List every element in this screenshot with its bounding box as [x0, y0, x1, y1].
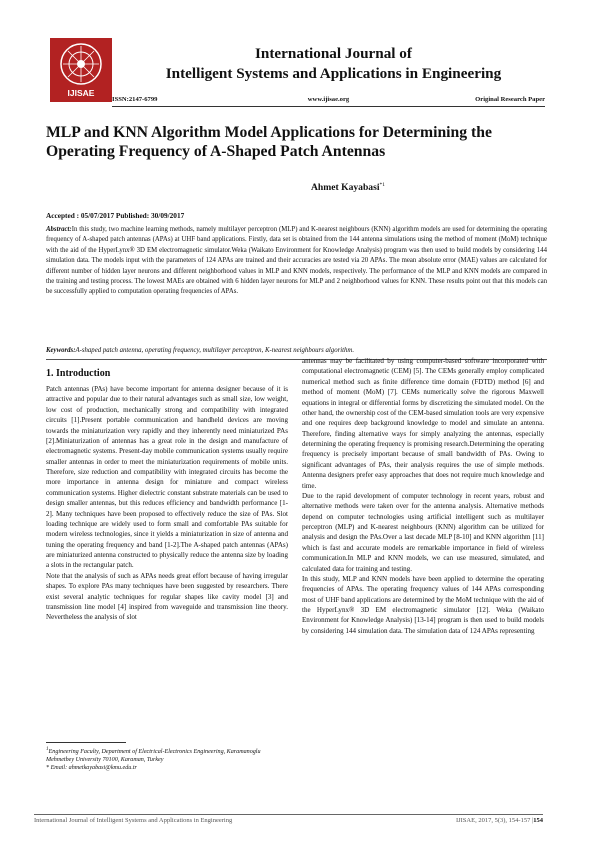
footer-rule [34, 814, 543, 815]
issn: ISSN:2147-6799 [112, 96, 158, 103]
paragraph: Due to the rapid development of computer technology in recent years, robust and alternative methods were taken over for the antenna analysis. Alternative methods depend on computer technologies using artificial intelligent such as multilayer perceptron (MLP) and K-nearest neighbours (KNN) algorithm can be utilized for analysis and design the PAs.Over a last decade MLP [8-10] and KNN algorithm [11] which is fast and accurate models are remarkable importance in field of wireless communication.In MLP and KNN models, we can use measured, simulated, and calculated data for training and testing. [302, 491, 544, 573]
paragraph: Note that the analysis of such as APAs needs great effort because of having irregular shapes. To explore PAs many techniques have been suggested by researchers. There exist several analytic techniques for regular shapes like cavity model [3] and transmission line model [4] inspired from waveguide and transmission line theory. Nevertheless the analysis of slot [46, 571, 288, 622]
affiliation: $^1$Engineering Faculty, Department of Electrical-Electronics Engineering, Karamanoglu Mehmetbey University 70100, Karaman, Turkey [46, 746, 261, 764]
abstract [46, 225, 547, 298]
author-sup: *1 [379, 182, 385, 188]
keywords-label: Keywords: [46, 347, 76, 354]
paper-type: Original Research Paper [475, 96, 545, 103]
author-email[interactable]: * Email: ahmetkayabasi@kmu.edu.tr [46, 765, 137, 772]
header-rule [112, 106, 545, 107]
footnotes [46, 745, 290, 772]
journal-logo [50, 38, 112, 102]
logo-text: IJISAE [67, 88, 95, 98]
paragraph: In this study, MLP and KNN models have been applied to determine the operating frequencies of APAs. The operating frequency values of 144 APAs corresponding most of UHF band applications are determined by the MoM technique with the aid of the HyperLynx® 3D EM electromagnetic simulator [12]. Weka (Waikato Environment for Knowledge Analysis) [13-14] program is then used to build models by considering 144 simulation data. The simulation data of 124 APAs representing [302, 574, 544, 635]
section-heading-introduction: 1. Introduction [46, 368, 111, 379]
journal-title [120, 44, 547, 84]
paragraph: antennas may be facilitated by using computer-based software incorporated with computational electromagnetic (CEM) [5]. The CEMs generally employ complicated numerical method such as finite difference time domain (FDTD) method [6] and method of moment (MoM) [7]. CEMs numerically solve the rigorous Maxwell equations in integral or differential forms by discretizing the simulated model. On the other hand, the ownership cost of the CEM-based simulation tools are very expensive and one requires deep background knowledge to model and simulate an antenna. Therefore, finding alternative ways for simply analyzing the antennas, especially determining the operating frequency is promising research.Determining the operating frequency is precisely important because of small bandwidth of PAs. Owing to significant advantages of PAs, their analysis requires the use of simple methods. Antenna designers prefer easy approaches that does not require much knowledge and time. [302, 357, 544, 490]
keywords-text: A-shaped patch antenna, operating frequency, multilayer perceptron, K-nearest neighbours algorithm. [75, 347, 355, 354]
paragraph: Patch antennas (PAs) have become important for antenna designer because of it is attractive and popular due to their natural advantages such as small size, low weight, low cost of production, mechanically strong and compatibility with integrated circuits [1].Present portable communication and handheld devices are moving towards the miniaturization very rapidly and they inherently need miniaturized PAs [2].Miniaturization of antennas has a great role in the design and manufacture of electromagnetic systems. Present-day mobile communication systems usually require smaller antennas in order to meet the miniaturization requirements of mobile units. Therefore, size reduction and compatibility with integrated circuits has become the more importance in antenna design for miniature and compact wireless communication systems. Higher dielectric constant substrate materials can be used to design smaller antennas, but this reduces efficiency and bandwidth performance [1-2]. Many techniques have been proposed to effectively reduce the size of PAs. Slot loading technique are widely used to form small and comfortable PAs suitable for modern wireless technologies, since it yields a miniaturization in size of antenna and tuning the operating frequency and band [1-2].The A-shaped patch antennas (APAs) are miniaturized antenna constructed to physically reduce the antenna size by loading a slots in the rectangular patch. [46, 385, 288, 570]
page-number: 154 [533, 817, 543, 824]
left-column [46, 384, 288, 623]
abstract-label: Abstract: [46, 226, 72, 233]
footer-citation [456, 817, 543, 824]
keywords [46, 346, 547, 356]
footnote-rule [46, 742, 126, 743]
paper-title: MLP and KNN Algorithm Model Applications for Determining the Operating Frequency of A-Shaped Patch Antennas [46, 124, 492, 160]
author-name: Ahmet Kayabasi [311, 182, 380, 194]
right-column [302, 356, 544, 636]
abstract-text: In this study, two machine learning methods, namely multilayer perceptron (MLP) and K-nearest neighbours (KNN) algorithm models are used for determining the operating frequency of A-shaped patch antennas (APAs) at UHF band applications. Firstly, data set is obtained from the 144 antenna simulations using the method of moment (MoM) technique with the aid of the HyperLynx® 3D EM electromagnetic simulator.Weka (Waikato Environment for Knowledge Analysis) program was then used to build models by considering 144 simulation data. The models input with the parameters of 124 APAs are trained and their accuracies are tested via 20 APAs. The mean absolute error (MAE) values are calculated for different number of hidden layer neurons and different neighborhood values in MLP and KNN models, respectively. The performance of the MLP and KNN models are compared in the training and testing process. The lowest MAEs are obtained with 6 hidden layer neurons for MLP and 2 neighborhood values for KNN. These results point out that this models can be successfully applied to computation operating frequencies of APAs. [46, 226, 547, 296]
author [311, 182, 385, 193]
affiliation-sup: 1 [46, 746, 49, 752]
journal-title-line2: Intelligent Systems and Applications in Engineering [165, 65, 502, 82]
footer-journal-name: International Journal of Intelligent Systems and Applications in Engineering [34, 817, 233, 824]
journal-title-line1: International Journal of [255, 45, 412, 62]
journal-website[interactable]: www.ijisae.org [307, 96, 350, 103]
footer-citation-text: IJISAE, 2017, 5(3), 154-157 | [455, 817, 534, 824]
journal-meta-row [112, 96, 545, 106]
accepted-published-dates: Accepted : 05/07/2017 Published: 30/09/2017 [46, 211, 185, 220]
